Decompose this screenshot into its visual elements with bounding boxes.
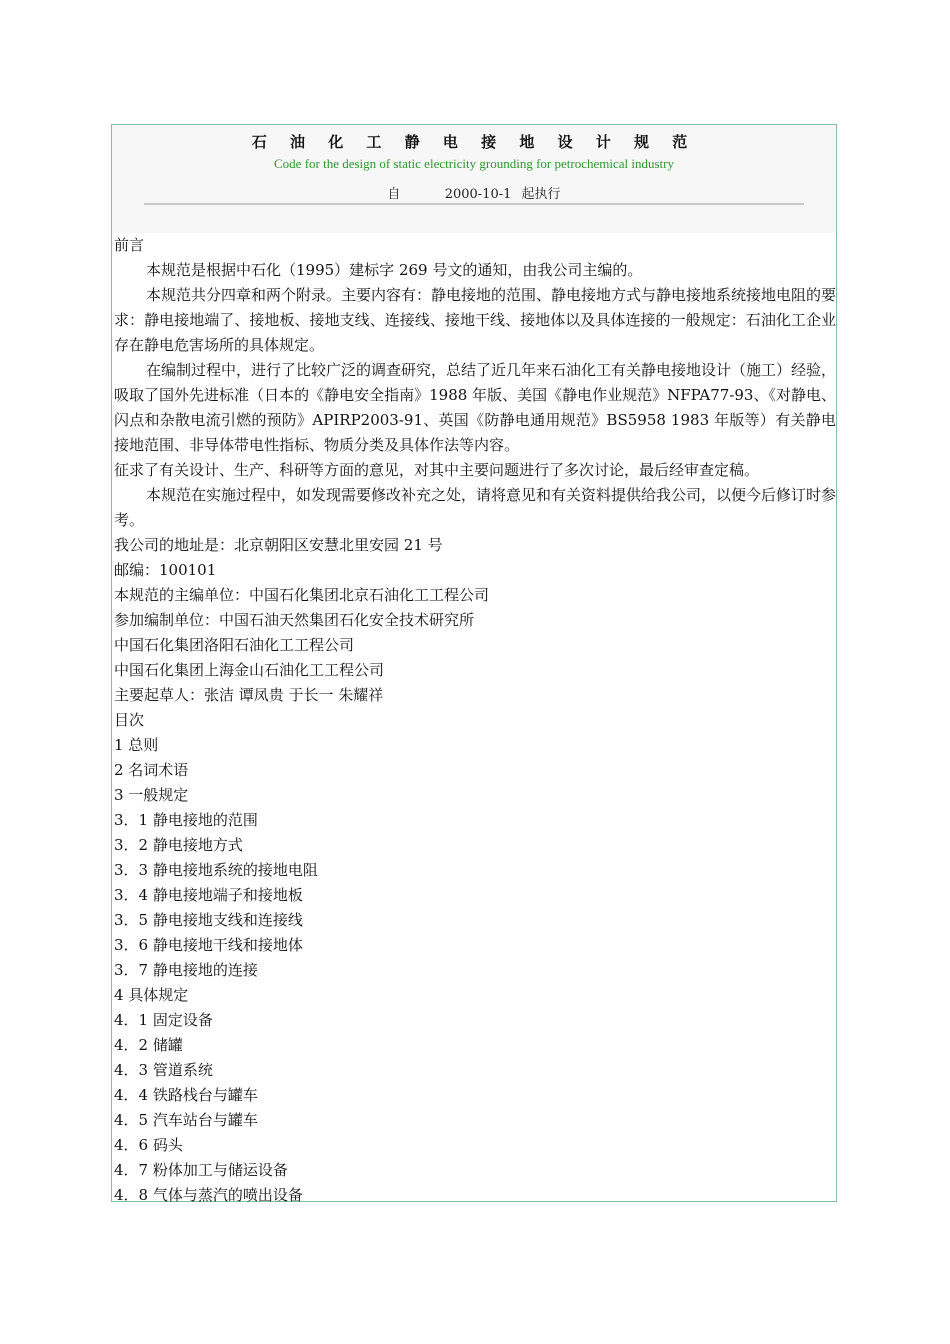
toc-item: 4．3 管道系统 [114, 1061, 213, 1079]
document-frame [111, 124, 837, 1202]
toc-item: 2 名词术语 [114, 761, 189, 779]
preface-paragraph: 本规范在实施过程中，如发现需要修改补充之处，请将意见和有关资料提供给我公司，以便今后修订时参考。 [114, 486, 837, 529]
toc-item: 1 总则 [114, 736, 159, 754]
toc-item: 3．4 静电接地端子和接地板 [114, 886, 303, 904]
document-header [112, 125, 836, 233]
toc-item: 4．5 汽车站台与罐车 [114, 1111, 258, 1129]
header-divider [144, 203, 804, 205]
toc-heading: 目次 [114, 711, 145, 729]
chief-editor-unit: 本规范的主编单位：中国石化集团北京石油化工工程公司 [114, 586, 490, 604]
toc-item: 3．6 静电接地干线和接地体 [114, 936, 303, 954]
exec-suffix: 起执行 [521, 187, 561, 202]
toc-item: 3．2 静电接地方式 [114, 836, 243, 854]
document-subtitle: Code for the design of static electricity grounding for petrochemical industry [274, 156, 674, 171]
participating-unit: 中国石化集团上海金山石油化工工程公司 [114, 661, 385, 679]
exec-prefix: 自 [387, 187, 401, 202]
execution-date-line [112, 183, 836, 202]
preface-heading: 前言 [114, 236, 145, 254]
company-address: 我公司的地址是：北京朝阳区安慧北里安园 21 号 [114, 536, 443, 554]
exec-date: 2000-10-1 [444, 187, 512, 202]
toc-item: 4．2 储罐 [114, 1036, 183, 1054]
participating-unit: 参加编制单位：中国石油天然集团石化安全技术研究所 [114, 611, 475, 629]
preface-paragraph: 本规范共分四章和两个附录。主要内容有：静电接地的范围、静电接地方式与静电接地系统接地电阻的要求：静电接地端了、接地板、接地支线、连接线、接地干线、接地体以及具体连接的一般规定：石油化工企业存在静电危害场所的具体规定。 [114, 286, 837, 354]
toc-item: 4 具体规定 [114, 986, 189, 1004]
toc-item: 4．1 固定设备 [114, 1011, 213, 1029]
toc-item: 4．7 粉体加工与储运设备 [114, 1161, 288, 1179]
postcode: 邮编：100101 [114, 561, 217, 579]
toc-item: 4．6 码头 [114, 1136, 183, 1154]
document-title: 石 油 化 工 静 电 接 地 设 计 规 范 [251, 133, 697, 151]
toc-item: 3．7 静电接地的连接 [114, 961, 258, 979]
toc-item: 4．8 气体与蒸汽的喷出设备 [114, 1186, 303, 1204]
toc-item: 4．4 铁路栈台与罐车 [114, 1086, 258, 1104]
toc-item: 3．5 静电接地支线和连接线 [114, 911, 303, 929]
preface-paragraph: 在编制过程中，进行了比较广泛的调查研究，总结了近几年来石油化工有关静电接地设计（施工）经验，吸取了国外先进标准（日本的《静电安全指南》1988 年版、美国《静电作业规范》NFPA77-93、《对静电、闪点和杂散电流引燃的预防》APIRP2003-91、英国《防静电通用规范》BS5958 1983 年版等）有关静电接地范围、非导体带电性指标、物质分类及具体作法等内容。 [114, 361, 837, 454]
toc-item: 3 一般规定 [114, 786, 189, 804]
toc-item: 3．3 静电接地系统的接地电阻 [114, 861, 318, 879]
preface-paragraph: 征求了有关设计、生产、科研等方面的意见，对其中主要问题进行了多次讨论，最后经审查定稿。 [114, 461, 760, 479]
document-body [114, 233, 836, 1208]
toc-item: 3．1 静电接地的范围 [114, 811, 258, 829]
participating-unit: 中国石化集团洛阳石油化工工程公司 [114, 636, 355, 654]
main-drafters: 主要起草人：张洁 谭凤贵 于长一 朱耀祥 [114, 686, 384, 704]
preface-paragraph: 本规范是根据中石化（1995）建标字 269 号文的通知，由我公司主编的。 [146, 261, 643, 279]
